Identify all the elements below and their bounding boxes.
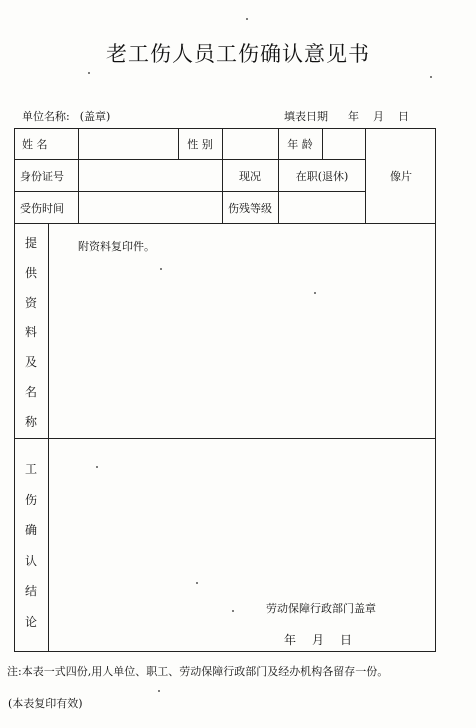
fill-date-line (284, 108, 409, 124)
status-label: 现况 (239, 169, 261, 183)
id-number-label: 身份证号 (20, 169, 64, 183)
col-divider-left (48, 223, 49, 652)
scan-speck (88, 72, 90, 74)
age-label: 年 龄 (287, 137, 313, 151)
scan-speck (158, 690, 160, 692)
fill-date-year: 年 (348, 110, 359, 123)
scan-speck (96, 466, 98, 468)
gender-label: 性 别 (187, 137, 213, 151)
scan-speck (314, 292, 316, 294)
status-value: 在职(退休) (295, 169, 349, 183)
photo-label: 像片 (390, 169, 412, 183)
scan-speck (430, 76, 432, 78)
dept-stamp-label: 劳动保障行政部门盖章 (266, 602, 376, 615)
fill-date-label: 填表日期 (284, 110, 328, 123)
conclusion-label: 工 伤 确 认 结 论 (24, 462, 37, 629)
table-border-bottom (14, 651, 436, 652)
injury-time-label: 受伤时间 (20, 201, 64, 215)
materials-label: 提 供 资 料 及 名 称 (24, 236, 37, 429)
scan-speck (160, 268, 162, 270)
sign-date: 年 月 日 (284, 633, 353, 647)
page-title: 老工伤人员工伤确认意见书 (106, 42, 370, 66)
scan-speck (196, 582, 198, 584)
name-label: 姓 名 (22, 137, 48, 151)
seal-note: (盖章) (79, 110, 111, 123)
unit-name-line (22, 108, 110, 124)
copy-valid-note: (本表复印有效) (8, 697, 83, 710)
unit-name-label: 单位名称: (22, 110, 70, 123)
fill-date-month: 月 (373, 110, 384, 123)
col-divider-5 (322, 128, 323, 160)
scan-speck (246, 18, 248, 20)
footnote: 注:本表一式四份,用人单位、职工、劳动保障行政部门及经办机构各留存一份。 (7, 665, 389, 678)
form-table (14, 128, 436, 652)
row-divider-4 (14, 438, 436, 439)
fill-date-day: 日 (398, 110, 409, 123)
attached-copies-note: 附资料复印件。 (78, 240, 155, 253)
col-divider-1 (78, 128, 79, 224)
disability-level-label: 伤残等级 (228, 201, 272, 215)
scan-speck (232, 610, 234, 612)
